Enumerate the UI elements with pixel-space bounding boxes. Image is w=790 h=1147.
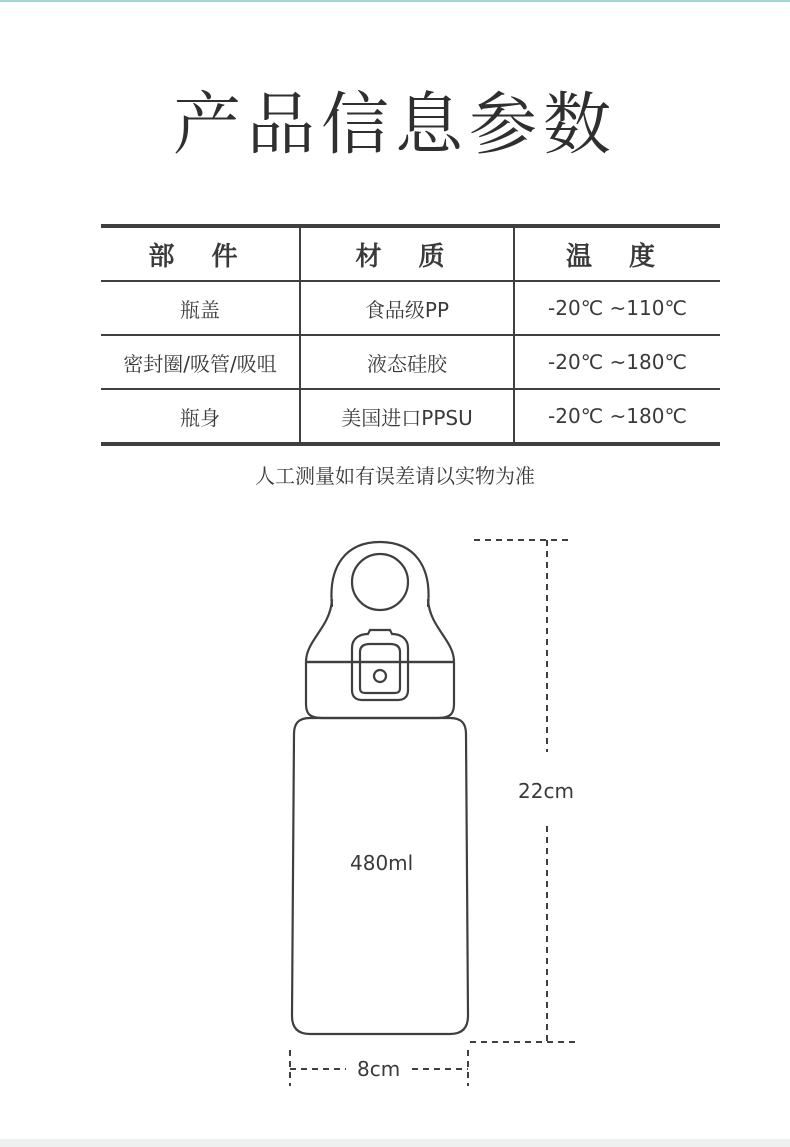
cell-material: 液态硅胶 <box>300 335 514 389</box>
cell-part: 密封圈/吸管/吸咀 <box>101 335 300 389</box>
bottom-band <box>0 1139 790 1147</box>
cell-part: 瓶盖 <box>101 281 300 335</box>
header-part: 部 件 <box>101 226 300 281</box>
width-label: 8cm <box>357 1057 401 1081</box>
cell-temperature: -20℃ ~180℃ <box>548 404 687 428</box>
measurement-note: 人工测量如有误差请以实物为准 <box>255 464 535 488</box>
header-material: 材 质 <box>300 226 514 281</box>
cell-material: 食品级PP <box>300 281 514 335</box>
header-temperature: 温 度 <box>514 226 720 281</box>
latch-button-icon <box>374 670 386 682</box>
cell-material: 美国进口PPSU <box>300 389 514 444</box>
cell-temperature: -20℃ ~110℃ <box>514 281 720 335</box>
cell-part: 瓶身 <box>101 389 300 444</box>
handle-hole-icon <box>352 554 408 610</box>
height-label: 22cm <box>518 779 574 803</box>
cell-temperature: -20℃ ~180℃ <box>514 335 720 389</box>
page-title: 产品信息参数 <box>172 86 617 165</box>
flip-latch-inner <box>360 644 400 693</box>
bottle-cap-handle <box>331 542 428 606</box>
capacity-label: 480ml <box>350 851 414 875</box>
bottle-body <box>292 718 468 1034</box>
